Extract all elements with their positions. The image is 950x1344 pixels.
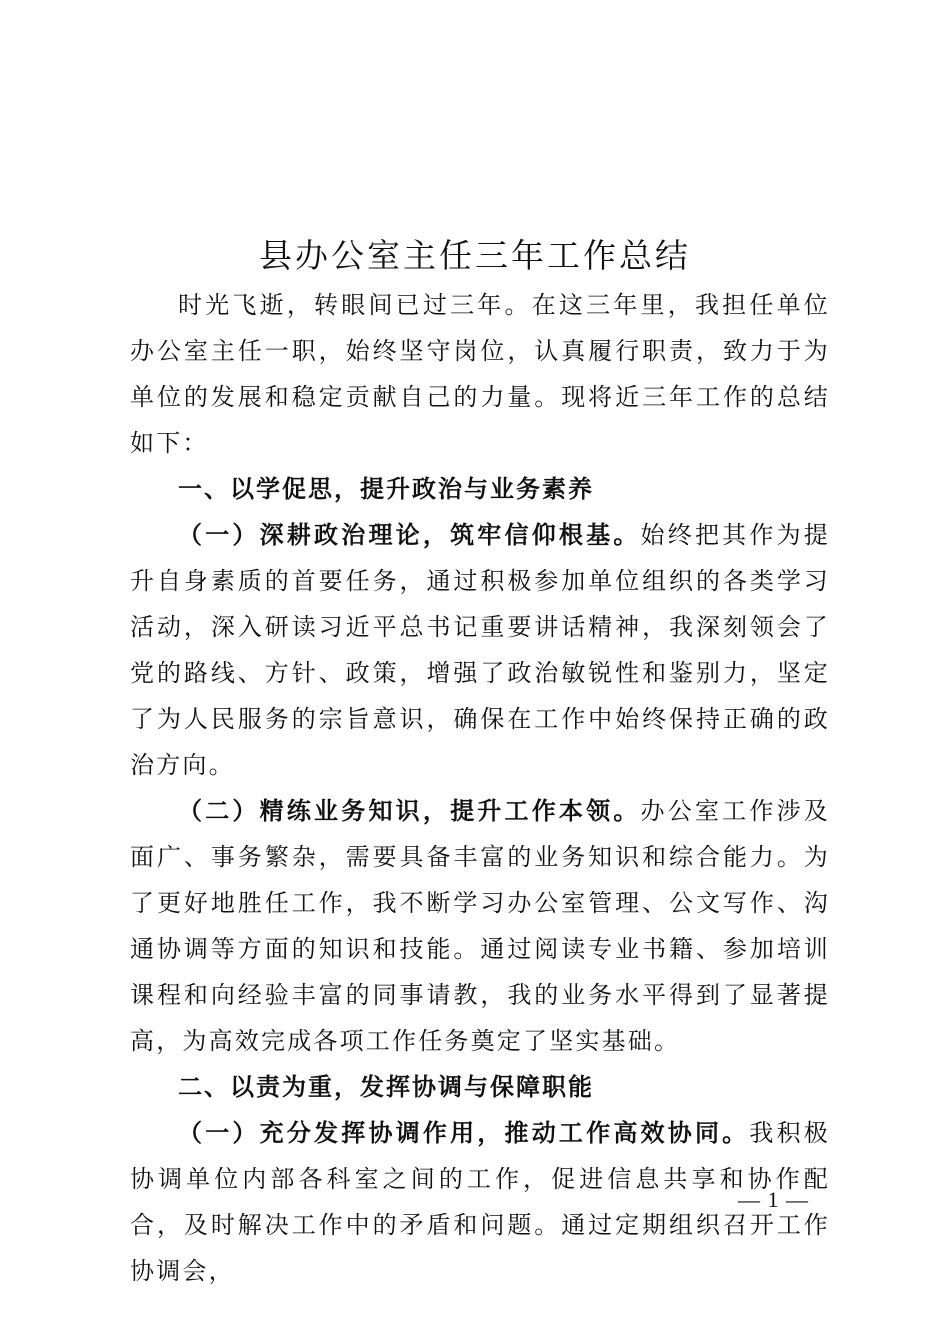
- section-1-paragraph-2: [130, 788, 830, 1064]
- section-1-paragraph-1-lead: （一）深耕政治理论，筑牢信仰根基。: [178, 520, 641, 549]
- section-1-heading: 一、以学促思，提升政治与业务素养: [178, 475, 594, 503]
- section-1-paragraph-1-body: 始终把其作为提升自身素质的首要任务，通过积极参加单位组织的各类学习活动，深入研读习近平总书记重要讲话精神，我深刻领会了党的路线、方针、政策，增强了政治敏锐性和鉴别力，坚定了为人民服务的宗旨意识，确保在工作中始终保持正确的政治方向。: [130, 521, 830, 779]
- section-2-paragraph-1-lead: （一）充分发挥协调作用，推动工作高效协同。: [178, 1118, 750, 1147]
- section-2-heading: 二、以责为重，发挥协调与保障职能: [178, 1073, 594, 1101]
- document-body: [130, 282, 830, 1294]
- section-1-paragraph-1: [130, 512, 830, 788]
- page-number: — 1 —: [738, 1187, 809, 1212]
- section-2-paragraph-1: [130, 1110, 830, 1294]
- document-title: 县办公室主任三年工作总结: [259, 236, 691, 275]
- intro-paragraph: 时光飞逝，转眼间已过三年。在这三年里，我担任单位办公室主任一职，始终坚守岗位，认真履行职责，致力于为单位的发展和稳定贡献自己的力量。现将近三年工作的总结如下：: [130, 291, 830, 457]
- section-1-paragraph-2-body: 办公室工作涉及面广、事务繁杂，需要具备丰富的业务知识和综合能力。为了更好地胜任工作，我不断学习办公室管理、公文写作、沟通协调等方面的知识和技能。通过阅读专业书籍、参加培训课程和向经验丰富的同事请教，我的业务水平得到了显著提高，为高效完成各项工作任务奠定了坚实基础。: [130, 797, 830, 1055]
- section-2-paragraph-1-body: 我积极协调单位内部各科室之间的工作，促进信息共享和协作配合，及时解决工作中的矛盾和问题。通过定期组织召开工作协调会，: [130, 1119, 830, 1285]
- section-1-paragraph-2-lead: （二）精练业务知识，提升工作本领。: [178, 796, 641, 825]
